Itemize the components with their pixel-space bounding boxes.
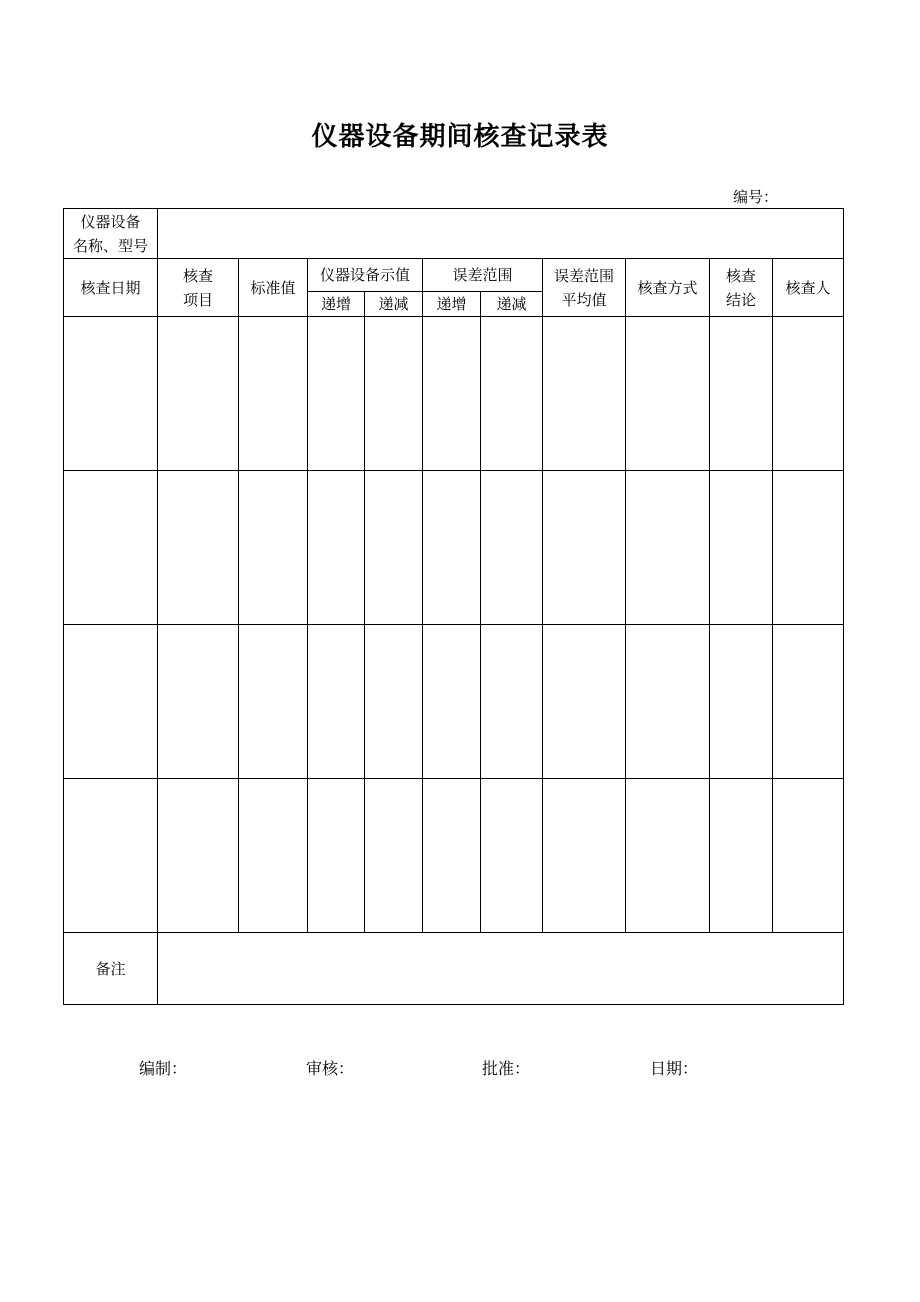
data-cell[interactable]	[308, 779, 365, 933]
data-row-1	[64, 317, 844, 471]
header-increase-1-label: 递增	[320, 295, 351, 313]
data-cell[interactable]	[239, 625, 308, 779]
header-decrease-2	[481, 292, 543, 317]
data-cell[interactable]	[158, 779, 239, 933]
remarks-label-cell	[64, 933, 158, 1005]
header-decrease-2-label: 递减	[496, 295, 527, 313]
header-check-date	[64, 259, 158, 317]
data-cell[interactable]	[423, 471, 481, 625]
data-cell[interactable]	[308, 625, 365, 779]
header-checker-label: 核查人	[785, 278, 831, 297]
data-cell[interactable]	[423, 779, 481, 933]
data-cell[interactable]	[481, 471, 543, 625]
data-cell[interactable]	[158, 471, 239, 625]
header-error-range	[423, 259, 543, 292]
equipment-value-cell[interactable]	[158, 209, 844, 259]
footer-date: 日期：	[650, 1059, 699, 1078]
data-cell[interactable]	[239, 471, 308, 625]
header-indication	[308, 259, 423, 292]
data-cell[interactable]	[64, 625, 158, 779]
header-error-range-label: 误差范围	[452, 266, 513, 284]
data-cell[interactable]	[423, 625, 481, 779]
header-conclusion	[710, 259, 773, 317]
data-cell[interactable]	[365, 471, 423, 625]
header-check-date-label: 核查日期	[80, 278, 141, 297]
header-indication-label: 仪器设备示值	[319, 266, 410, 284]
equipment-row	[64, 209, 844, 259]
header-standard-value	[239, 259, 308, 317]
data-cell[interactable]	[710, 779, 773, 933]
equipment-label: 仪器设备 名称、型号	[72, 212, 148, 255]
data-cell[interactable]	[365, 625, 423, 779]
data-row-4	[64, 779, 844, 933]
data-cell[interactable]	[365, 317, 423, 471]
remarks-label: 备注	[95, 959, 126, 978]
data-cell[interactable]	[239, 317, 308, 471]
data-cell[interactable]	[710, 317, 773, 471]
header-check-method-label: 核查方式	[637, 278, 698, 297]
header-decrease-1	[365, 292, 423, 317]
data-cell[interactable]	[308, 471, 365, 625]
data-cell[interactable]	[481, 625, 543, 779]
data-cell[interactable]	[626, 779, 710, 933]
data-cell[interactable]	[773, 471, 844, 625]
data-cell[interactable]	[64, 779, 158, 933]
data-cell[interactable]	[626, 317, 710, 471]
data-cell[interactable]	[64, 317, 158, 471]
equipment-label-cell	[64, 209, 158, 259]
data-cell[interactable]	[308, 317, 365, 471]
header-error-avg-label: 误差范围 平均值	[553, 266, 614, 309]
data-cell[interactable]	[543, 779, 626, 933]
data-cell[interactable]	[773, 317, 844, 471]
data-cell[interactable]	[423, 317, 481, 471]
data-row-3	[64, 625, 844, 779]
check-record-table	[63, 208, 844, 1005]
footer-compiled: 编制：	[139, 1059, 188, 1078]
header-increase-2-label: 递增	[436, 295, 467, 313]
data-cell[interactable]	[773, 779, 844, 933]
header-decrease-1-label: 递减	[378, 295, 409, 313]
data-cell[interactable]	[481, 317, 543, 471]
data-cell[interactable]	[543, 317, 626, 471]
data-cell[interactable]	[481, 779, 543, 933]
data-cell[interactable]	[239, 779, 308, 933]
doc-number-label: 编号：	[733, 188, 779, 206]
footer-approved: 批准：	[482, 1059, 531, 1078]
data-cell[interactable]	[543, 471, 626, 625]
header-check-item	[158, 259, 239, 317]
data-cell[interactable]	[365, 779, 423, 933]
remarks-value-cell[interactable]	[158, 933, 844, 1005]
page-title: 仪器设备期间核查记录表	[311, 122, 609, 152]
header-standard-value-label: 标准值	[250, 278, 296, 297]
header-error-avg	[543, 259, 626, 317]
data-cell[interactable]	[158, 625, 239, 779]
header-check-method	[626, 259, 710, 317]
data-cell[interactable]	[158, 317, 239, 471]
data-cell[interactable]	[543, 625, 626, 779]
data-cell[interactable]	[626, 625, 710, 779]
footer-reviewed: 审核：	[306, 1059, 355, 1078]
data-cell[interactable]	[710, 471, 773, 625]
data-cell[interactable]	[626, 471, 710, 625]
header-checker	[773, 259, 844, 317]
header-increase-1	[308, 292, 365, 317]
data-row-2	[64, 471, 844, 625]
data-cell[interactable]	[773, 625, 844, 779]
data-cell[interactable]	[64, 471, 158, 625]
header-increase-2	[423, 292, 481, 317]
remarks-row	[64, 933, 844, 1005]
header-row-1	[64, 259, 844, 292]
data-cell[interactable]	[710, 625, 773, 779]
header-check-item-label: 核查 项目	[182, 266, 213, 309]
header-conclusion-label: 核查 结论	[725, 266, 756, 309]
